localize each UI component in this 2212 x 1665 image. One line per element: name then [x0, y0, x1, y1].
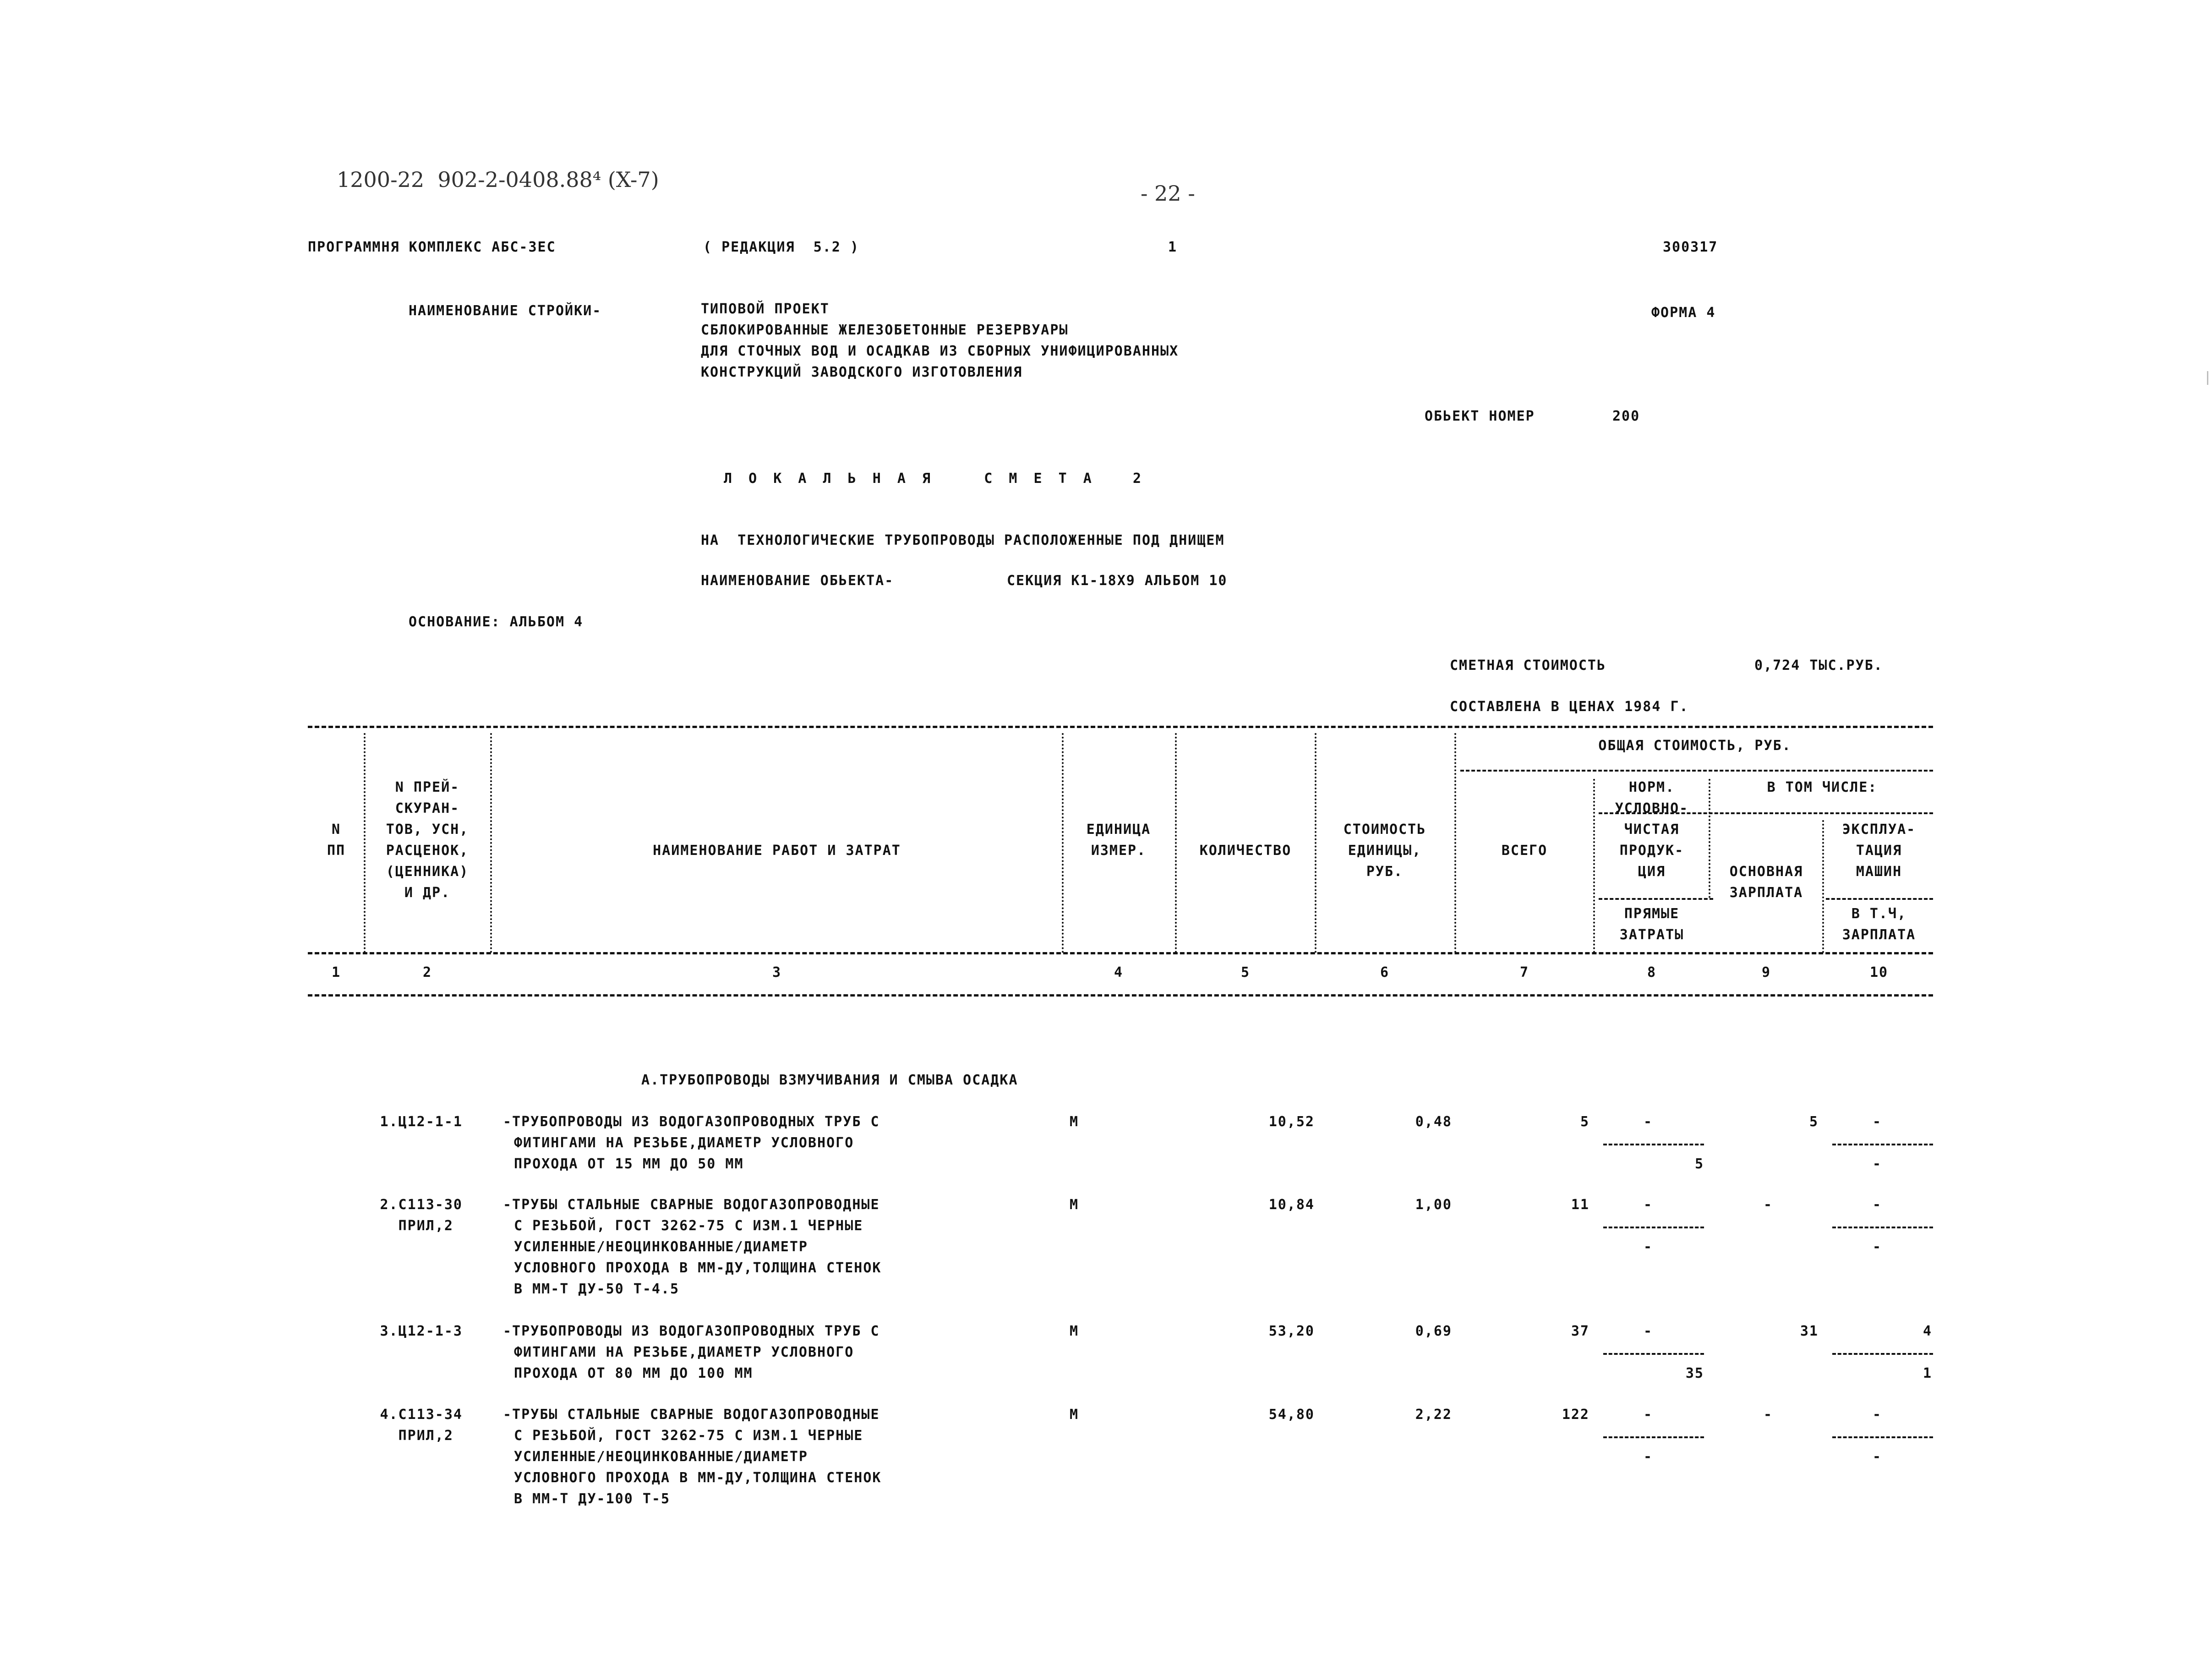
- row-description: ПРОХОДА ОТ 15 ММ ДО 50 ММ: [514, 1156, 744, 1172]
- header-code: И ДР.: [404, 885, 451, 901]
- object-number: 200: [1612, 408, 1640, 424]
- row-code: ПРИЛ,2: [398, 1218, 453, 1234]
- column-separator: [1822, 820, 1824, 953]
- row-description: ПРОХОДА ОТ 80 ММ ДО 100 ММ: [514, 1365, 753, 1381]
- header-quantity: КОЛИЧЕСТВО: [1199, 843, 1292, 859]
- row-unit: М: [1070, 1114, 1079, 1130]
- row-quantity: 53,20: [1268, 1323, 1315, 1339]
- row-total: 37: [1571, 1323, 1589, 1339]
- edge-mark: [2207, 371, 2208, 385]
- column-number: 3: [772, 964, 782, 980]
- header-code: СКУРАН-: [395, 800, 460, 816]
- handwritten-stamp: 1200-22 902-2-0408.88⁴ (X-7): [337, 167, 659, 192]
- row-norm-production: -: [1643, 1407, 1653, 1423]
- header-total: ВСЕГО: [1501, 843, 1548, 859]
- column-number: 4: [1114, 964, 1124, 980]
- row-description: УСЛОВНОГО ПРОХОДА В ММ-ДУ,ТОЛЩИНА СТЕНОК: [514, 1470, 882, 1486]
- row-divider: [1832, 1144, 1933, 1145]
- row-total: 11: [1571, 1197, 1589, 1213]
- row-description: В ММ-Т ДУ-100 Т-5: [514, 1491, 671, 1507]
- document-code: 300317: [1663, 239, 1718, 255]
- header-unit-price: СТОИМОСТЬ: [1343, 822, 1426, 838]
- row-machine-wage: -: [1872, 1156, 1882, 1172]
- numbers-bottom-rule: [308, 994, 1933, 997]
- row-direct-costs: -: [1643, 1449, 1653, 1465]
- row-machine-wage: -: [1872, 1449, 1882, 1465]
- row-divider: [1603, 1227, 1704, 1228]
- row-description: В ММ-Т ДУ-50 Т-4.5: [514, 1281, 680, 1297]
- column-separator: [1709, 779, 1710, 898]
- row-unit-price: 2,22: [1415, 1407, 1452, 1423]
- group-rule: [1460, 770, 1933, 772]
- header-code: N ПРЕЙ-: [395, 779, 460, 795]
- row-direct-costs: 35: [1685, 1365, 1704, 1381]
- column-number: 9: [1761, 964, 1771, 980]
- row-machine-wage: -: [1872, 1239, 1882, 1255]
- row-quantity: 10,84: [1268, 1197, 1315, 1213]
- header-unit: ЕДИНИЦА: [1086, 822, 1151, 838]
- row-description: ФИТИНГАМИ НА РЕЗЬБЕ,ДИАМЕТР УСЛОВНОГО: [514, 1344, 854, 1360]
- column-separator: [1593, 779, 1595, 953]
- mach-wage-rule: [1826, 898, 1933, 900]
- header-basic-wage: ЗАРПЛАТА: [1729, 885, 1803, 901]
- header-n: N: [331, 822, 341, 838]
- header-n: ПП: [327, 843, 346, 859]
- row-quantity: 10,52: [1268, 1114, 1315, 1130]
- row-direct-costs: -: [1643, 1239, 1653, 1255]
- row-machine-cost: 5: [1809, 1114, 1819, 1130]
- form-number: ФОРМА 4: [1651, 305, 1716, 321]
- row-divider: [1832, 1353, 1933, 1355]
- column-number: 6: [1380, 964, 1390, 980]
- row-description: -ТРУБОПРОВОДЫ ИЗ ВОДОГАЗОПРОВОДНЫХ ТРУБ С: [503, 1323, 880, 1339]
- row-code: 1.Ц12-1-1: [380, 1114, 463, 1130]
- row-code: 3.Ц12-1-3: [380, 1323, 463, 1339]
- object-name-label: НАИМЕНОВАНИЕ ОБЬЕКТА-: [701, 573, 894, 589]
- row-description: -ТРУБОПРОВОДЫ ИЗ ВОДОГАЗОПРОВОДНЫХ ТРУБ С: [503, 1114, 880, 1130]
- row-machine-wage: 1: [1923, 1365, 1932, 1381]
- program-name: ПРОГРАММНЯ КОМПЛЕКС АБС-ЗЕС: [308, 239, 556, 255]
- row-total: 122: [1562, 1407, 1589, 1423]
- row-description: УСЛОВНОГО ПРОХОДА В ММ-ДУ,ТОЛЩИНА СТЕНОК: [514, 1260, 882, 1276]
- row-unit: М: [1070, 1407, 1079, 1423]
- construction-name-line: СБЛОКИРОВАННЫЕ ЖЕЛЕЗОБЕТОННЫЕ РЕЗЕРВУАРЫ: [701, 322, 1069, 338]
- row-divider: [1603, 1144, 1704, 1145]
- table-top-rule: [308, 726, 1933, 728]
- row-divider: [1832, 1227, 1933, 1228]
- header-machines: ТАЦИЯ: [1856, 843, 1902, 859]
- row-description: УСИЛЕННЫЕ/НЕОЦИНКОВАННЫЕ/ДИАМЕТР: [514, 1449, 808, 1465]
- header-norm: НОРМ.: [1628, 779, 1675, 795]
- price-basis-year: СОСТАВЛЕНА В ЦЕНАХ 1984 Г.: [1450, 699, 1689, 715]
- row-machine-cost-top: -: [1872, 1114, 1882, 1130]
- row-direct-costs: 5: [1694, 1156, 1704, 1172]
- object-name: СЕКЦИЯ К1-18Х9 АЛЬБОМ 10: [1007, 573, 1228, 589]
- estimated-cost-label: СМЕТНАЯ СТОИМОСТЬ: [1450, 657, 1606, 674]
- header-machines-wage: ЗАРПЛАТА: [1842, 927, 1916, 943]
- header-direct: ЗАТРАТЫ: [1619, 927, 1684, 943]
- row-machine-cost-top: 4: [1923, 1323, 1932, 1339]
- column-number: 2: [422, 964, 432, 980]
- row-quantity: 54,80: [1268, 1407, 1315, 1423]
- header-bottom-rule: [308, 952, 1933, 954]
- header-norm: ЦИЯ: [1638, 864, 1666, 880]
- row-divider: [1832, 1436, 1933, 1438]
- estimate-subject: НА ТЕХНОЛОГИЧЕСКИЕ ТРУБОПРОВОДЫ РАСПОЛОЖЕННЫЕ ПОД ДНИЩЕМ: [701, 532, 1225, 548]
- column-separator: [1454, 733, 1456, 953]
- section-heading: А.ТРУБОПРОВОДЫ ВЗМУЧИВАНИЯ И СМЫВА ОСАДКА: [641, 1072, 1018, 1088]
- column-number: 1: [331, 964, 341, 980]
- column-number: 7: [1519, 964, 1529, 980]
- row-code: 2.С113-30: [380, 1197, 463, 1213]
- row-unit: М: [1070, 1323, 1079, 1339]
- header-direct: ПРЯМЫЕ: [1624, 906, 1680, 922]
- row-norm-production: -: [1643, 1323, 1653, 1339]
- estimate-title: Л О К А Л Ь Н А Я С М Е Т А 2: [724, 471, 1146, 487]
- column-separator: [364, 733, 366, 953]
- header-including: В ТОМ ЧИСЛЕ:: [1767, 779, 1878, 795]
- header-code: ТОВ, УСН,: [386, 822, 469, 838]
- header-name: НАИМЕНОВАНИЕ РАБОТ И ЗАТРАТ: [653, 843, 901, 859]
- sheet-number: 1: [1168, 239, 1178, 255]
- basis: ОСНОВАНИЕ: АЛЬБОМ 4: [409, 614, 584, 630]
- column-number: 5: [1240, 964, 1251, 980]
- column-separator: [490, 733, 492, 953]
- row-unit-price: 1,00: [1415, 1197, 1452, 1213]
- construction-name-line: КОНСТРУКЦИЙ ЗАВОДСКОГО ИЗГОТОВЛЕНИЯ: [701, 364, 1023, 380]
- row-description: ФИТИНГАМИ НА РЕЗЬБЕ,ДИАМЕТР УСЛОВНОГО: [514, 1135, 854, 1151]
- row-unit: М: [1070, 1197, 1079, 1213]
- column-separator: [1175, 733, 1177, 953]
- header-total-group: ОБЩАЯ СТОИМОСТЬ, РУБ.: [1598, 738, 1791, 754]
- column-number: 10: [1869, 964, 1889, 980]
- row-norm-production: -: [1643, 1114, 1653, 1130]
- norm-direct-rule: [1599, 898, 1713, 900]
- header-norm: ЧИСТАЯ: [1624, 822, 1680, 838]
- header-machines: ЭКСПЛУА-: [1842, 822, 1916, 838]
- header-code: (ЦЕННИКА): [386, 864, 469, 880]
- row-description: -ТРУБЫ СТАЛЬНЫЕ СВАРНЫЕ ВОДОГАЗОПРОВОДНЫЕ: [503, 1197, 880, 1213]
- row-norm-production: -: [1643, 1197, 1653, 1213]
- column-number: 8: [1647, 964, 1657, 980]
- estimated-cost-value: 0,724 ТЫС.РУБ.: [1754, 657, 1883, 674]
- construction-name-label: НАИМЕНОВАНИЕ СТРОЙКИ-: [409, 303, 602, 319]
- row-code: ПРИЛ,2: [398, 1428, 453, 1444]
- row-description: С РЕЗЬБОЙ, ГОСТ 3262-75 С ИЗМ.1 ЧЕРНЫЕ: [514, 1428, 863, 1444]
- row-unit-price: 0,48: [1415, 1114, 1452, 1130]
- row-machine-cost-top: -: [1872, 1197, 1882, 1213]
- row-basic-wage: -: [1763, 1197, 1773, 1213]
- row-basic-wage: -: [1763, 1407, 1773, 1423]
- header-machines-wage: В Т.Ч,: [1851, 906, 1907, 922]
- header-machines: МАШИН: [1856, 864, 1902, 880]
- row-unit-price: 0,69: [1415, 1323, 1452, 1339]
- row-divider: [1603, 1353, 1704, 1355]
- object-number-label: ОБЬЕКТ НОМЕР: [1425, 408, 1535, 424]
- row-description: -ТРУБЫ СТАЛЬНЫЕ СВАРНЫЕ ВОДОГАЗОПРОВОДНЫЕ: [503, 1407, 880, 1423]
- header-unit-price: ЕДИНИЦЫ,: [1348, 843, 1422, 859]
- row-total: 5: [1580, 1114, 1589, 1130]
- header-norm: УСЛОВНО-: [1615, 800, 1689, 816]
- row-machine-cost-top: -: [1872, 1407, 1882, 1423]
- header-norm: ПРОДУК-: [1619, 843, 1684, 859]
- row-code: 4.С113-34: [380, 1407, 463, 1423]
- page-number: - 22 -: [1141, 181, 1195, 206]
- row-machine-cost: 31: [1800, 1323, 1819, 1339]
- header-code: РАСЦЕНОК,: [386, 843, 469, 859]
- header-unit: ИЗМЕР.: [1091, 843, 1147, 859]
- edition: ( РЕДАКЦИЯ 5.2 ): [703, 239, 860, 255]
- row-divider: [1603, 1436, 1704, 1438]
- construction-name-line: ТИПОВОЙ ПРОЕКТ: [701, 301, 830, 317]
- construction-name-line: ДЛЯ СТОЧНЫХ ВОД И ОСАДКАВ ИЗ СБОРНЫХ УНИФИЦИРОВАННЫХ: [701, 343, 1179, 359]
- row-description: С РЕЗЬБОЙ, ГОСТ 3262-75 С ИЗМ.1 ЧЕРНЫЕ: [514, 1218, 863, 1234]
- header-unit-price: РУБ.: [1366, 864, 1404, 880]
- row-description: УСИЛЕННЫЕ/НЕОЦИНКОВАННЫЕ/ДИАМЕТР: [514, 1239, 808, 1255]
- header-basic-wage: ОСНОВНАЯ: [1729, 864, 1803, 880]
